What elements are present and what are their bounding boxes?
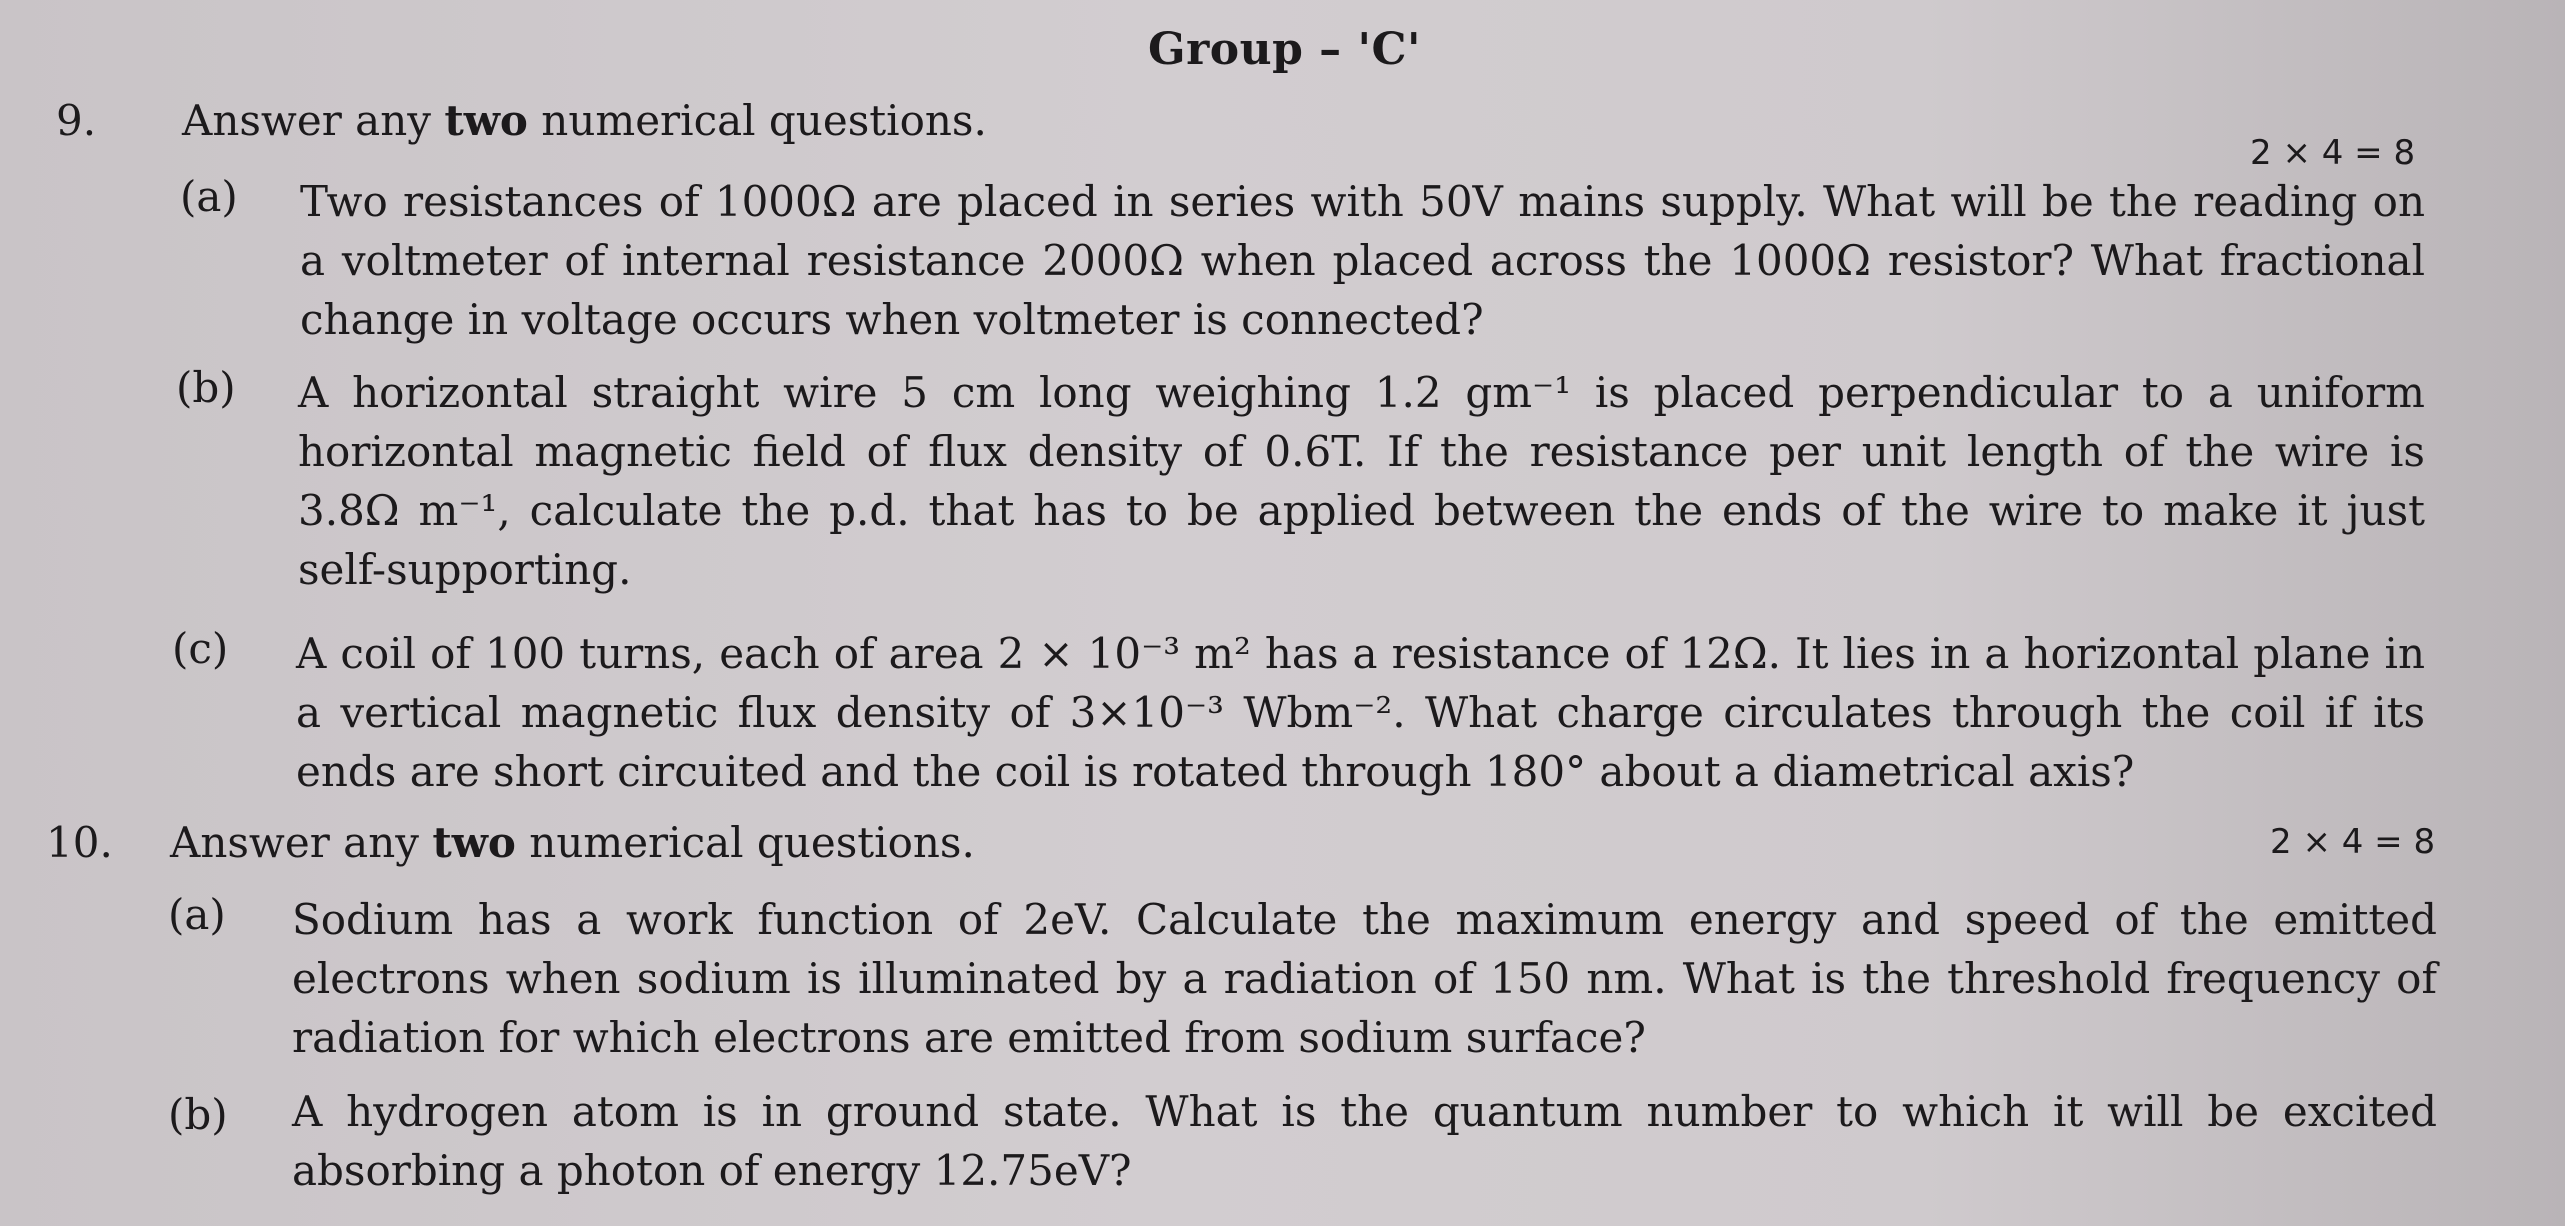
part-label: (a) [168,890,226,939]
part-text [300,172,2425,349]
part-text [292,890,2437,1067]
text-line: change in voltage occurs when voltmeter is connected? [300,295,1484,344]
part-text [292,1082,2437,1200]
text-line: a vertical magnetic flux density of 3×10⁻³ Wbm⁻². What charge circulates through the coil if its [296,688,2425,737]
part-label: (b) [168,1090,228,1139]
text-line: A horizontal straight wire 5 cm long weighing 1.2 gm⁻¹ is placed perpendicular to a uniform [298,368,2425,417]
question-instruction: Answer any two numerical questions. [170,818,975,867]
question-number: 9. [56,96,97,145]
part-label: (a) [180,172,238,221]
part-text [298,363,2425,599]
text-line: radiation for which electrons are emitted from sodium surface? [292,1013,1646,1062]
text-line: ends are short circuited and the coil is rotated through 180° about a diametrical axis? [296,747,2135,796]
text-line: A hydrogen atom is in ground state. What is the quantum number to which it will be excited [292,1087,2437,1136]
question-instruction: Answer any two numerical questions. [182,96,987,145]
part-label: (b) [176,363,236,412]
text-line: A coil of 100 turns, each of area 2 × 10⁻³ m² has a resistance of 12Ω. It lies in a horizontal plane in [296,629,2425,678]
question-marks: 2 × 4 = 8 [2270,822,2436,862]
text-line: a voltmeter of internal resistance 2000Ω when placed across the 1000Ω resistor? What fractional [300,236,2425,285]
part-label: (c) [172,624,229,673]
text-line: absorbing a photon of energy 12.75eV? [292,1146,1132,1195]
text-line: 3.8Ω m⁻¹, calculate the p.d. that has to be applied between the ends of the wire to make it just [298,486,2425,535]
question-marks: 2 × 4 = 8 [2250,133,2416,173]
text-line: electrons when sodium is illuminated by a radiation of 150 nm. What is the threshold frequency of [292,954,2437,1003]
part-text [296,624,2425,801]
text-line: Sodium has a work function of 2eV. Calculate the maximum energy and speed of the emitted [292,895,2437,944]
group-title: Group – 'C' [1148,24,1421,75]
text-line: horizontal magnetic field of flux density of 0.6T. If the resistance per unit length of the wire is [298,427,2425,476]
text-line: self-supporting. [298,545,632,594]
text-line: Two resistances of 1000Ω are placed in series with 50V mains supply. What will be the reading on [300,177,2425,226]
question-number: 10. [46,818,113,867]
